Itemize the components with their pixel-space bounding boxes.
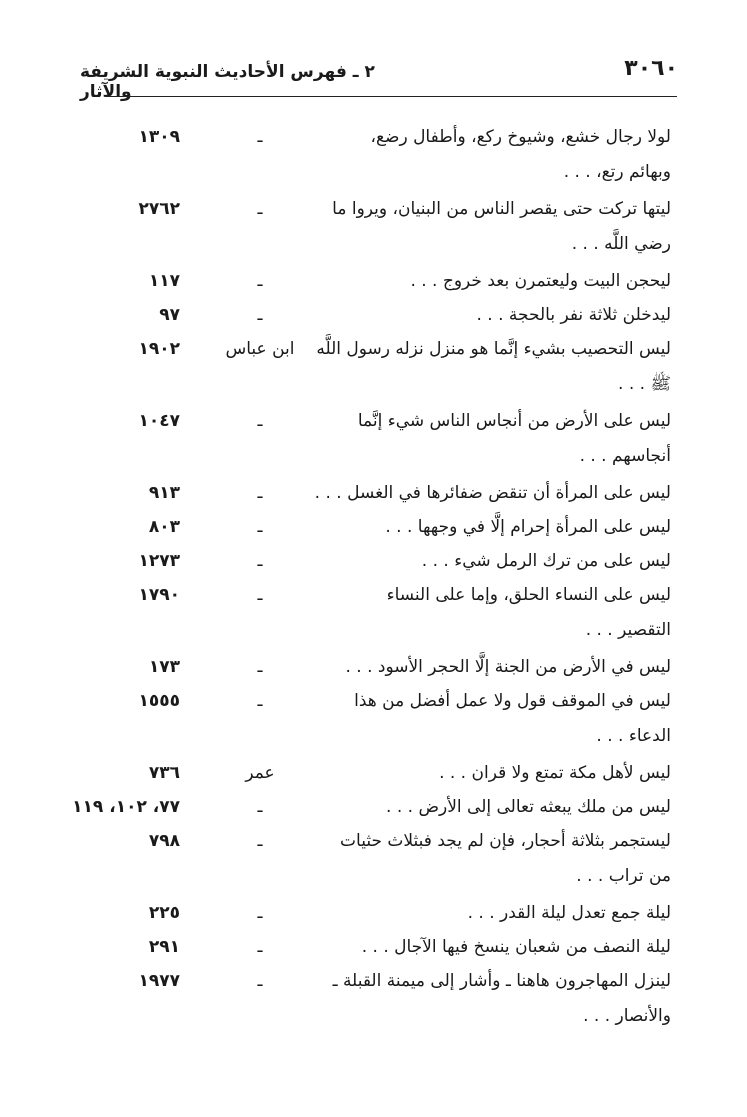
hadith-line-2: رضي اللَّه . . . bbox=[571, 234, 671, 254]
reference-number: ٢٩١ bbox=[148, 937, 180, 957]
hadith-line-2: التقصير . . . bbox=[585, 620, 671, 640]
narrator: ـ bbox=[257, 691, 263, 711]
hadith-line-1: ليحجن البيت وليعتمرن بعد خروج . . . bbox=[410, 271, 671, 291]
reference-number: ٧٣٦ bbox=[148, 763, 180, 783]
narrator: ـ bbox=[257, 305, 263, 325]
hadith-line-1: ليس على المرأة إحرام إلَّا في وجهها . . . bbox=[385, 517, 671, 537]
index-entry bbox=[0, 510, 747, 544]
index-entry bbox=[0, 650, 747, 684]
index-entry bbox=[0, 298, 747, 332]
hadith-line-1: ليس على النساء الحلق، وإما على النساء bbox=[386, 585, 671, 605]
reference-number: ١٧٩٠ bbox=[138, 585, 180, 605]
index-entry bbox=[0, 790, 747, 824]
hadith-text bbox=[331, 650, 671, 685]
hadith-line-1: ليس في الموقف قول ولا عمل أفضل من هذا bbox=[354, 691, 671, 711]
narrator: ـ bbox=[257, 657, 263, 677]
index-entry bbox=[0, 120, 747, 192]
index-entry bbox=[0, 824, 747, 896]
hadith-text bbox=[331, 510, 671, 545]
hadith-line-1: لولا رجال خشع، وشيوخ ركع، وأطفال رضع، bbox=[370, 127, 671, 147]
reference-number: ٢٢٥ bbox=[148, 903, 180, 923]
narrator: ـ bbox=[257, 271, 263, 291]
reference-number: ١٩٧٧ bbox=[138, 971, 180, 991]
reference-number: ٩٧ bbox=[159, 305, 180, 325]
narrator: ـ bbox=[257, 585, 263, 605]
narrator: ـ bbox=[257, 411, 263, 431]
hadith-text bbox=[331, 790, 671, 825]
hadith-line-1: ليدخلن ثلاثة نفر بالحجة . . . bbox=[476, 305, 671, 325]
hadith-line-1: ليس التحصيب بشيء إنَّما هو منزل نزله رسول اللَّه bbox=[316, 339, 671, 359]
index-entry bbox=[0, 756, 747, 790]
reference-number: ٩١٣ bbox=[148, 483, 180, 503]
reference-number: ١١٧ bbox=[148, 271, 180, 291]
index-entry bbox=[0, 578, 747, 650]
narrator: ـ bbox=[257, 483, 263, 503]
hadith-text bbox=[331, 964, 671, 1034]
hadith-line-1: ليس لأهل مكة تمتع ولا قران . . . bbox=[439, 763, 671, 783]
hadith-line-1: ليلة النصف من شعبان ينسخ فيها الآجال . . . bbox=[361, 937, 671, 957]
index-entry bbox=[0, 264, 747, 298]
hadith-line-2: وبهائم رتع، . . . bbox=[563, 162, 671, 182]
hadith-text bbox=[331, 544, 671, 579]
reference-number: ١٢٧٣ bbox=[138, 551, 180, 571]
running-title: ٢ ـ فهرس الأحاديث النبوية الشريفة والآثار bbox=[80, 62, 375, 102]
hadith-text bbox=[331, 264, 671, 299]
reference-number: ٧٧، ١٠٢، ١١٩ bbox=[72, 797, 180, 817]
hadith-line-2: ﷺ . . . bbox=[618, 374, 671, 394]
index-entry bbox=[0, 476, 747, 510]
narrator: ـ bbox=[257, 971, 263, 991]
hadith-text bbox=[331, 756, 671, 791]
hadith-line-1: ليس على الأرض من أنجاس الناس شيء إنَّما bbox=[357, 411, 671, 431]
index-entry bbox=[0, 332, 747, 404]
index-entry bbox=[0, 964, 747, 1036]
reference-number: ١٥٥٥ bbox=[138, 691, 180, 711]
reference-number: ١٠٤٧ bbox=[138, 411, 180, 431]
narrator: ـ bbox=[257, 797, 263, 817]
hadith-text bbox=[331, 298, 671, 333]
hadith-line-1: ليس على من ترك الرمل شيء . . . bbox=[421, 551, 671, 571]
hadith-text bbox=[331, 120, 671, 190]
hadith-line-1: ليس على المرأة أن تنقض ضفائرها في الغسل . . . bbox=[314, 483, 671, 503]
index-entry bbox=[0, 896, 747, 930]
narrator: ابن عباس bbox=[225, 339, 295, 359]
hadith-text bbox=[316, 332, 671, 402]
hadith-line-1: لينزل المهاجرون هاهنا ـ وأشار إلى ميمنة القبلة ـ bbox=[332, 971, 671, 991]
hadith-text bbox=[331, 930, 671, 965]
index-entry bbox=[0, 930, 747, 964]
index-entry bbox=[0, 404, 747, 476]
narrator: ـ bbox=[257, 517, 263, 537]
hadith-line-1: ليس من ملك يبعثه تعالى إلى الأرض . . . bbox=[386, 797, 671, 817]
reference-number: ٢٧٦٢ bbox=[138, 199, 180, 219]
narrator: ـ bbox=[257, 937, 263, 957]
index-entry bbox=[0, 192, 747, 264]
narrator: ـ bbox=[257, 199, 263, 219]
hadith-line-1: ليس في الأرض من الجنة إلَّا الحجر الأسود . . . bbox=[345, 657, 671, 677]
reference-number: ١٧٣ bbox=[148, 657, 180, 677]
narrator: ـ bbox=[257, 551, 263, 571]
hadith-text bbox=[331, 896, 671, 931]
hadith-line-1: ليتها تركت حتى يقصر الناس من البنيان، ويروا ما bbox=[332, 199, 671, 219]
hadith-text bbox=[331, 824, 671, 894]
narrator: ـ bbox=[257, 903, 263, 923]
index-entry bbox=[0, 684, 747, 756]
page-number: ٣٠٦٠ bbox=[624, 56, 678, 81]
hadith-text bbox=[331, 578, 671, 648]
narrator: ـ bbox=[257, 127, 263, 147]
header-rule bbox=[107, 96, 677, 97]
hadith-line-2: الدعاء . . . bbox=[596, 726, 671, 746]
hadith-text bbox=[331, 684, 671, 754]
hadith-text bbox=[331, 192, 671, 262]
narrator: عمر bbox=[245, 763, 275, 783]
hadith-line-2: من تراب . . . bbox=[576, 866, 671, 886]
hadith-text bbox=[331, 404, 671, 474]
reference-number: ١٣٠٩ bbox=[138, 127, 180, 147]
narrator: ـ bbox=[257, 831, 263, 851]
hadith-line-2: والأنصار . . . bbox=[583, 1006, 671, 1026]
reference-number: ٧٩٨ bbox=[148, 831, 180, 851]
index-entry bbox=[0, 544, 747, 578]
hadith-text bbox=[314, 476, 671, 511]
reference-number: ١٩٠٢ bbox=[138, 339, 180, 359]
reference-number: ٨٠٣ bbox=[148, 517, 180, 537]
hadith-line-2: أنجاسهم . . . bbox=[579, 446, 671, 466]
hadith-line-1: ليستجمر بثلاثة أحجار، فإن لم يجد فبثلاث حثيات bbox=[340, 831, 671, 851]
hadith-line-1: ليلة جمع تعدل ليلة القدر . . . bbox=[467, 903, 671, 923]
hadith-index-list bbox=[0, 120, 747, 1036]
